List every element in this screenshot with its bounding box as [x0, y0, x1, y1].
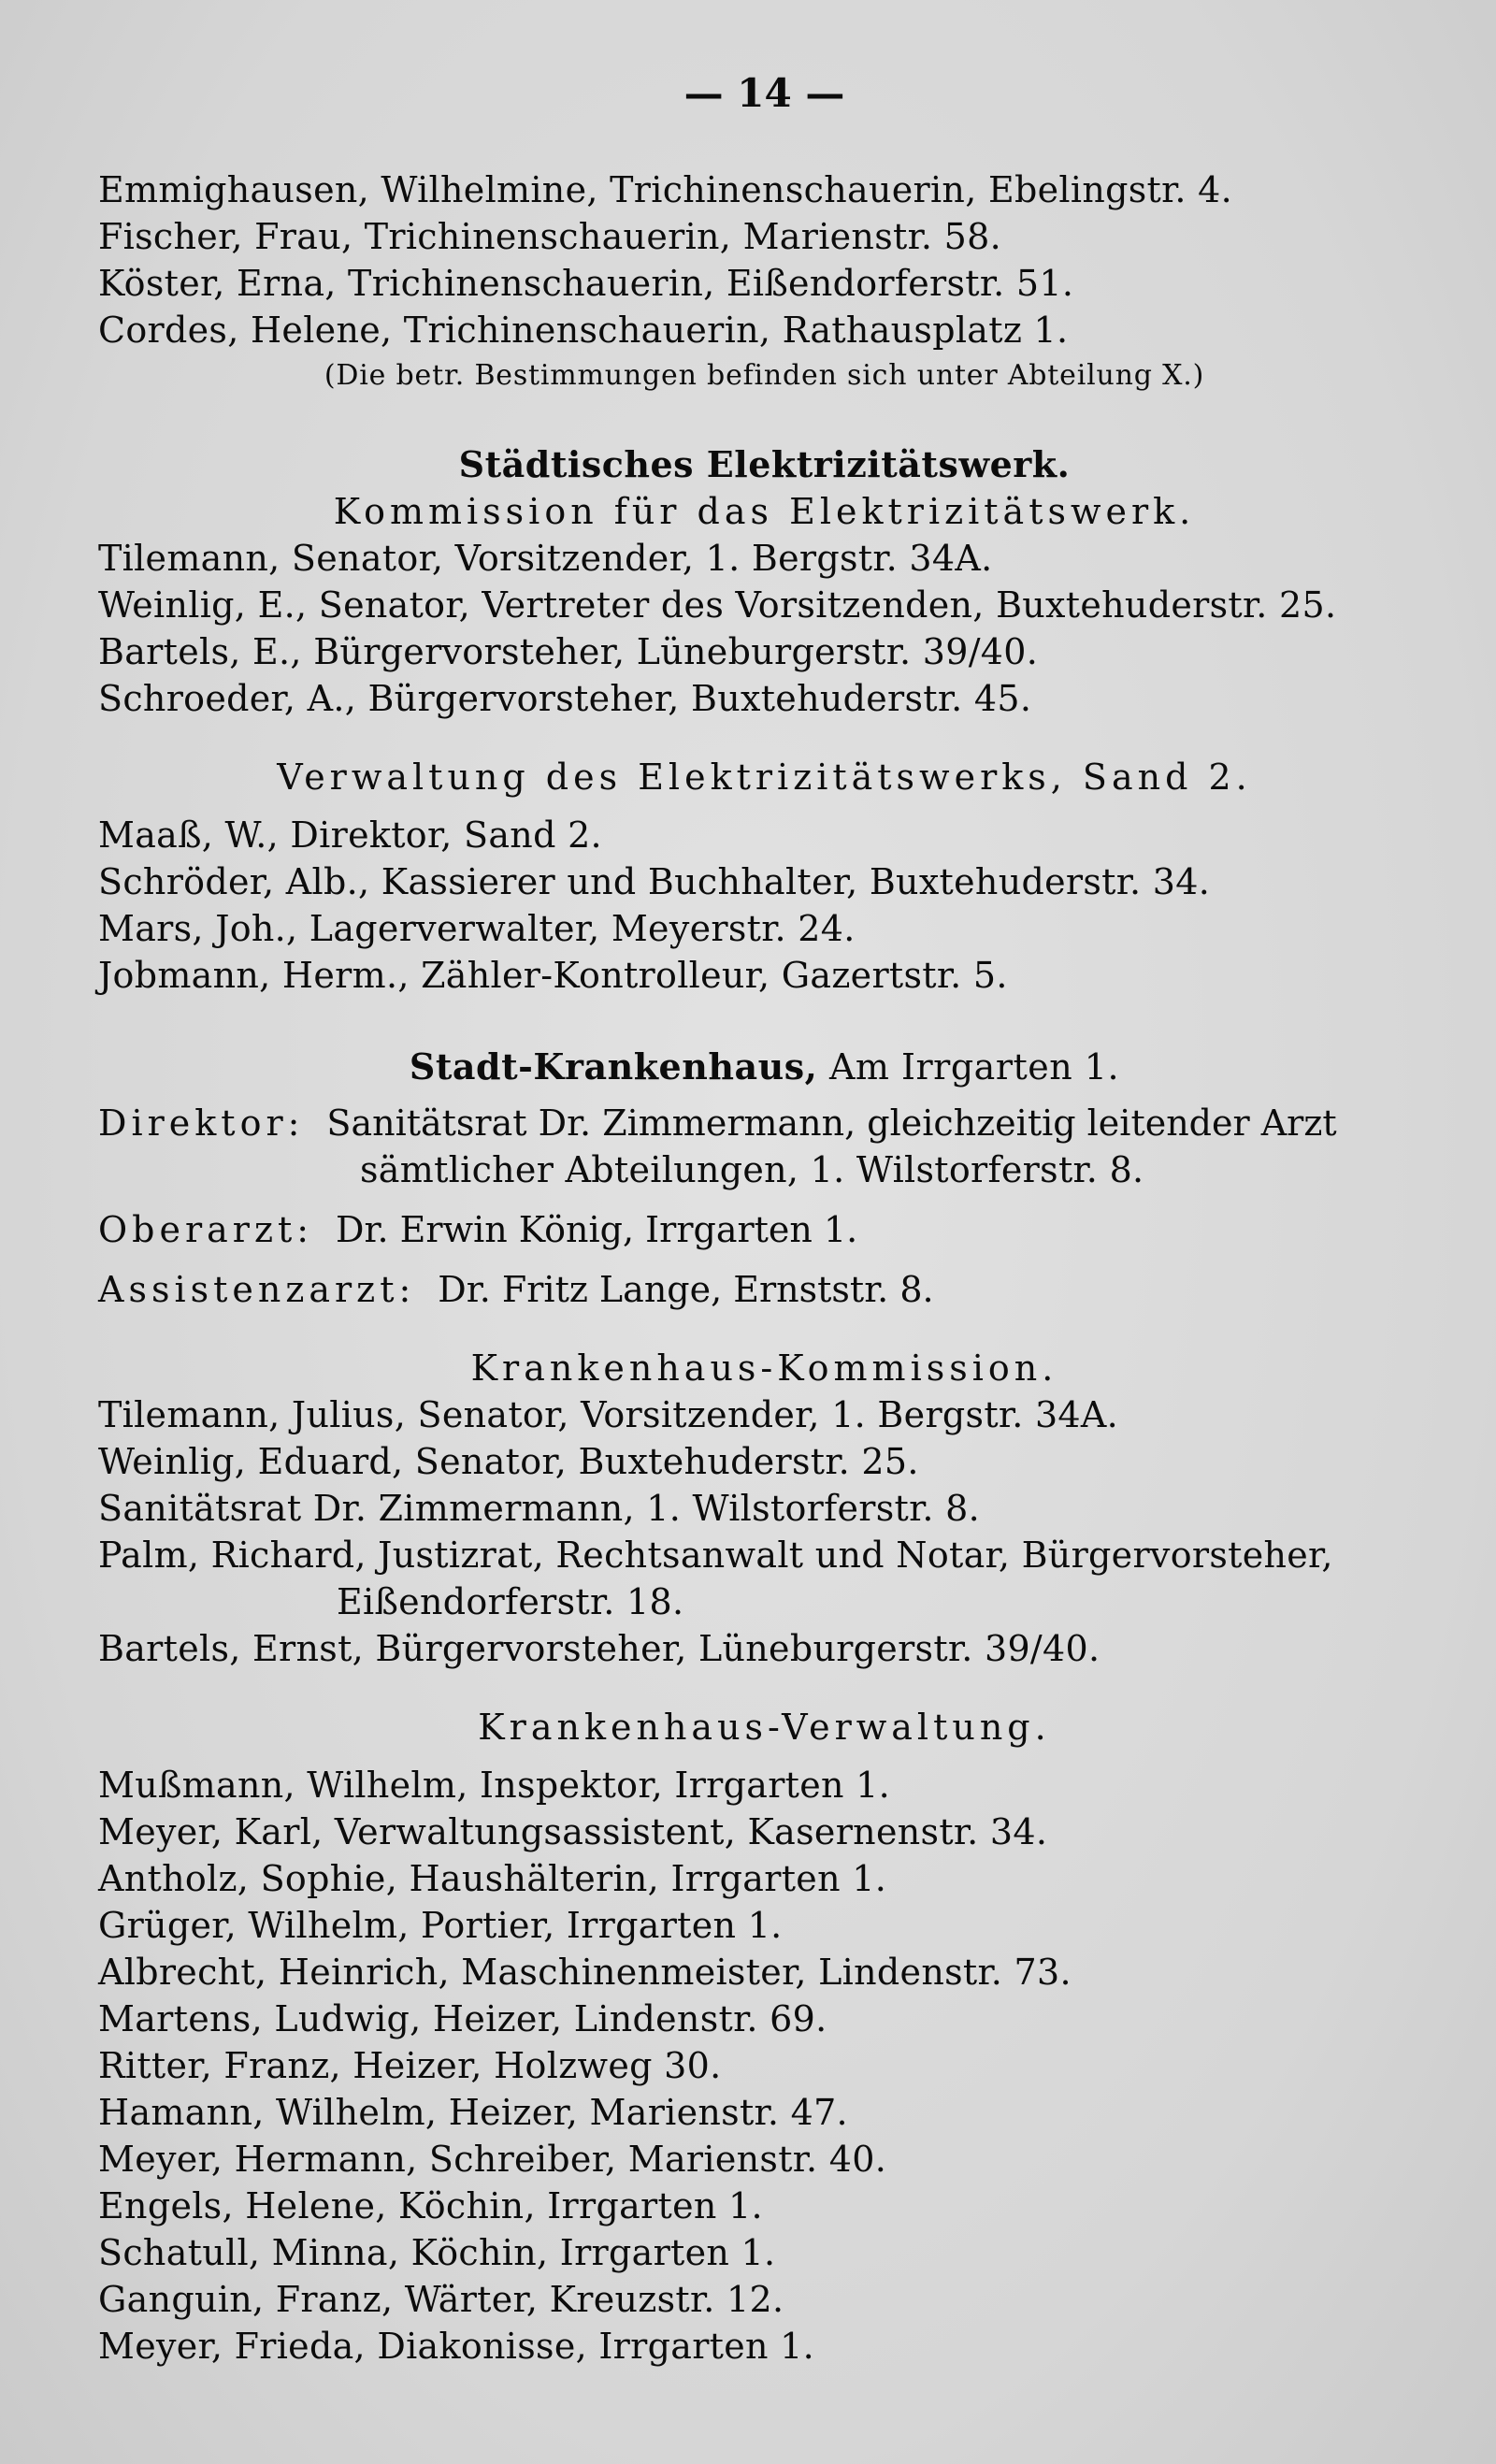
list-item: Schatull, Minna, Köchin, Irrgarten 1.: [98, 2232, 776, 2273]
direktor-continuation: sämtlicher Abteilungen, 1. Wilstorferstr. 8.: [360, 1149, 1144, 1190]
list-item: Meyer, Hermann, Schreiber, Marienstr. 40.: [98, 2139, 887, 2180]
list-item: Mars, Joh., Lagerverwalter, Meyerstr. 24.: [98, 908, 856, 949]
list-item: Palm, Richard, Justizrat, Rechtsanwalt und Notar, Bürgervorsteher,: [98, 1535, 1333, 1576]
section-title-krankenhaus: [98, 1044, 1431, 1090]
krankenhaus-address: Am Irrgarten 1.: [817, 1046, 1120, 1088]
list-item: Weinlig, Eduard, Senator, Buxtehuderstr. 25.: [98, 1441, 919, 1482]
list-item: Maaß, W., Direktor, Sand 2.: [98, 814, 602, 856]
assistenzarzt-label: Assistenzarzt:: [98, 1269, 416, 1310]
list-item-continuation: Eißendorferstr. 18.: [337, 1581, 684, 1622]
list-item: Tilemann, Julius, Senator, Vorsitzender, 1. Bergstr. 34A.: [98, 1394, 1119, 1435]
list-item: Fischer, Frau, Trichinenschauerin, Marienstr. 58.: [98, 216, 1001, 257]
oberarzt-label: Oberarzt:: [98, 1209, 314, 1250]
elektrizitaetswerk-verwaltung-list: [98, 812, 1431, 999]
list-item: Schroeder, A., Bürgervorsteher, Buxtehuderstr. 45.: [98, 678, 1032, 719]
oberarzt-entry: [98, 1206, 1431, 1253]
subsection-title-krankenhaus-verwaltung: Krankenhaus-Verwaltung.: [478, 1707, 1051, 1748]
assistenzarzt-text: Dr. Fritz Lange, Ernststr. 8.: [438, 1269, 934, 1310]
list-item: Albrecht, Heinrich, Maschinenmeister, Lindenstr. 73.: [98, 1952, 1072, 1993]
direktor-entry: [98, 1100, 1431, 1146]
subsection-title-kommission: Kommission für das Elektrizitätswerk.: [333, 491, 1196, 532]
list-item: Antholz, Sophie, Haushälterin, Irrgarten 1.: [98, 1858, 887, 1899]
krankenhaus-verwaltung-list: [98, 1762, 1431, 2370]
list-item: Mußmann, Wilhelm, Inspektor, Irrgarten 1.: [98, 1765, 891, 1806]
list-item: Engels, Helene, Köchin, Irrgarten 1.: [98, 2185, 763, 2226]
list-item: Köster, Erna, Trichinenschauerin, Eißendorferstr. 51.: [98, 263, 1074, 304]
list-item: Grüger, Wilhelm, Portier, Irrgarten 1.: [98, 1905, 783, 1946]
list-item: Sanitätsrat Dr. Zimmermann, 1. Wilstorferstr. 8.: [98, 1488, 981, 1529]
list-item: Tilemann, Senator, Vorsitzender, 1. Bergstr. 34A.: [98, 538, 993, 579]
list-item: Meyer, Frieda, Diakonisse, Irrgarten 1.: [98, 2326, 815, 2367]
elektrizitaetswerk-kommission-list: [98, 535, 1431, 722]
list-item: Bartels, E., Bürgervorsteher, Lüneburgerstr. 39/40.: [98, 631, 1039, 672]
list-item: Martens, Ludwig, Heizer, Lindenstr. 69.: [98, 1998, 827, 2039]
list-item: Bartels, Ernst, Bürgervorsteher, Lüneburgerstr. 39/40.: [98, 1628, 1100, 1669]
page-number: — 14 —: [683, 70, 845, 116]
krankenhaus-kommission-list: [98, 1391, 1431, 1672]
krankenhaus-name: Stadt-Krankenhaus,: [409, 1045, 818, 1088]
direktor-label: Direktor:: [98, 1102, 305, 1144]
list-item: Cordes, Helene, Trichinenschauerin, Rathausplatz 1.: [98, 310, 1069, 351]
section-title-elektrizitaetswerk: Städtisches Elektrizitätswerk.: [458, 443, 1071, 485]
list-item: Schröder, Alb., Kassierer und Buchhalter, Buxtehuderstr. 34.: [98, 861, 1211, 902]
list-item: Ritter, Franz, Heizer, Holzweg 30.: [98, 2045, 722, 2086]
subsection-title-krankenhaus-kommission: Krankenhaus-Kommission.: [470, 1347, 1058, 1389]
top-entries: [98, 166, 1431, 353]
list-item: Ganguin, Franz, Wärter, Kreuzstr. 12.: [98, 2279, 784, 2320]
subsection-title-verwaltung: Verwaltung des Elektrizitätswerks, Sand 2.: [277, 756, 1252, 798]
assistenzarzt-entry: [98, 1266, 1431, 1313]
list-item: Meyer, Karl, Verwaltungsassistent, Kasernenstr. 34.: [98, 1811, 1048, 1852]
section-note: (Die betr. Bestimmungen befinden sich unter Abteilung X.): [324, 359, 1205, 392]
oberarzt-text: Dr. Erwin König, Irrgarten 1.: [336, 1209, 858, 1250]
list-item: Weinlig, E., Senator, Vertreter des Vorsitzenden, Buxtehuderstr. 25.: [98, 584, 1337, 626]
list-item: Jobmann, Herm., Zähler-Kontrolleur, Gazertstr. 5.: [98, 955, 1008, 996]
direktor-text: Sanitätsrat Dr. Zimmermann, gleichzeitig leitender Arzt: [326, 1102, 1337, 1144]
list-item: Emmighausen, Wilhelmine, Trichinenschauerin, Ebelingstr. 4.: [98, 169, 1232, 210]
list-item: Hamann, Wilhelm, Heizer, Marienstr. 47.: [98, 2092, 848, 2133]
